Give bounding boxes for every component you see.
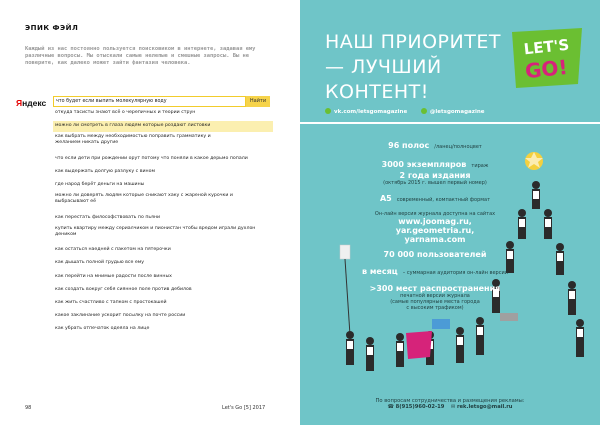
suggestion-item[interactable]: что если дети при рождении орут потому что поняли в какое дерьмо попали [55,155,248,161]
mail-icon: ✉ [450,404,457,410]
suggestion-item[interactable]: как перестать философствовать по пьяни [55,214,161,220]
suggestion-item[interactable]: как перейти на мнимые радости после винных [55,273,172,279]
site-link-3[interactable]: yarnama.com [404,235,466,244]
page-number: 98 [25,405,32,411]
stat-places: >300 мест распространения [369,284,501,293]
social-vk[interactable]: vk.com/letsgomagazine [325,109,407,115]
suggestion-item[interactable]: как выдержать долгую разлуку с вином [55,168,155,174]
social-instagram[interactable]: @letsgomagazine [421,109,485,115]
suggestion-item[interactable]: как создать вокруг себя сиянное поле против дебилов [55,286,192,292]
stat-format: A5 [379,194,392,203]
vk-icon [325,108,331,114]
svg-text:LET'S: LET'S [522,35,571,59]
contact-block [300,398,600,410]
contact-title: По вопросам сотрудничества и размещения рекламы: [375,398,525,404]
footer-issue: Let's Go [5] 2017 [222,405,266,411]
intro-paragraph: Каждый из нас постоянно пользуется поисковиком в интернете, задавая ему различные вопросы. Мы отыскали самые нелепые и смешные запросы. Вы не поверите, как далеко может зайти фантазия человека. [25,46,256,66]
yandex-logo: Яндекс [16,98,47,108]
phone-icon: ☎ [387,404,396,410]
suggestion-item[interactable]: как дышать полной грудью все ему [55,260,145,266]
site-link-2[interactable]: yar.geometria.ru, [395,226,475,235]
stat-copies: 3000 экземпляров [381,160,467,169]
stats-block [360,133,510,311]
site-link-1[interactable]: www.joomag.ru, [398,217,472,226]
letsgo-logo [508,28,586,88]
stat-years-note: (октябрь 2015 г. вышел первый номер) [383,180,487,186]
stat-pages-note: /ланец/полноцвет [434,144,482,150]
stat-users-period: в месяц [362,267,398,276]
divider [300,122,600,124]
suggestion-item[interactable]: купить квартиру между сериалчиком и пионистан чтобы вредом играли духлон деником [55,225,256,237]
suggestion-item[interactable]: какое заклинание ускорит посылку на почте россии [55,312,186,318]
suggestion-item[interactable]: где народ берёт деньги на машины [55,181,145,187]
suggestion-item[interactable]: как жить счастливо с тапком с простокашей [55,299,167,305]
stat-places-note-3: с высоким трафиком) [406,305,464,311]
stat-users: 70 000 пользователей [383,250,487,259]
suggestion-item[interactable]: можно ли смотреть в глаза людям которые роздают листовки [53,121,273,132]
headline: НАШ ПРИОРИТЕТ — ЛУЧШИЙ КОНТЕНТ! [325,31,501,103]
suggestion-item[interactable]: как остаться наедней с пакетом на пятерочки [55,247,171,253]
contact-email[interactable]: rek.letsgo@mail.ru [456,404,513,410]
online-intro: Он-лайн версия журнала доступна на сайтах [374,211,496,217]
suggestion-item[interactable]: как убрать отпечаток одеяла на лице [55,325,150,331]
suggestion-item[interactable]: откуда тасисты знают всё о черепичных и теории струн [55,110,196,115]
search-input[interactable]: что будет если выпить молекулярную воду [53,96,246,107]
suggestion-item[interactable]: как выбрать между необходимостью поправить грамматику и желанием никать другие [55,134,211,146]
stat-pages: 96 полос [388,141,430,150]
contact-phone[interactable]: 8(915)960-02-19 [395,404,445,410]
stat-places-note-2: (самые популярные места города [390,299,480,305]
instagram-icon [421,108,427,114]
svg-text:GO!: GO! [523,54,569,84]
stat-users-note: – суммарная аудитория он-лайн версии [402,270,508,276]
stat-format-note: современный, компактный формат [396,197,491,203]
stat-years: 2 года издания [399,171,471,180]
section-title: ЭПИК ФЭЙЛ [25,24,79,32]
suggestion-item[interactable]: можно ли доверять людям которые сникают хаку с жареной курочки и выбрасывают её [55,193,233,205]
social-links [325,108,595,115]
search-button[interactable]: Найти [246,96,270,107]
suggestions-list [53,108,273,337]
stat-copies-note: тираж [471,163,489,169]
stat-places-note-1: печатной версии журнала [400,293,470,299]
